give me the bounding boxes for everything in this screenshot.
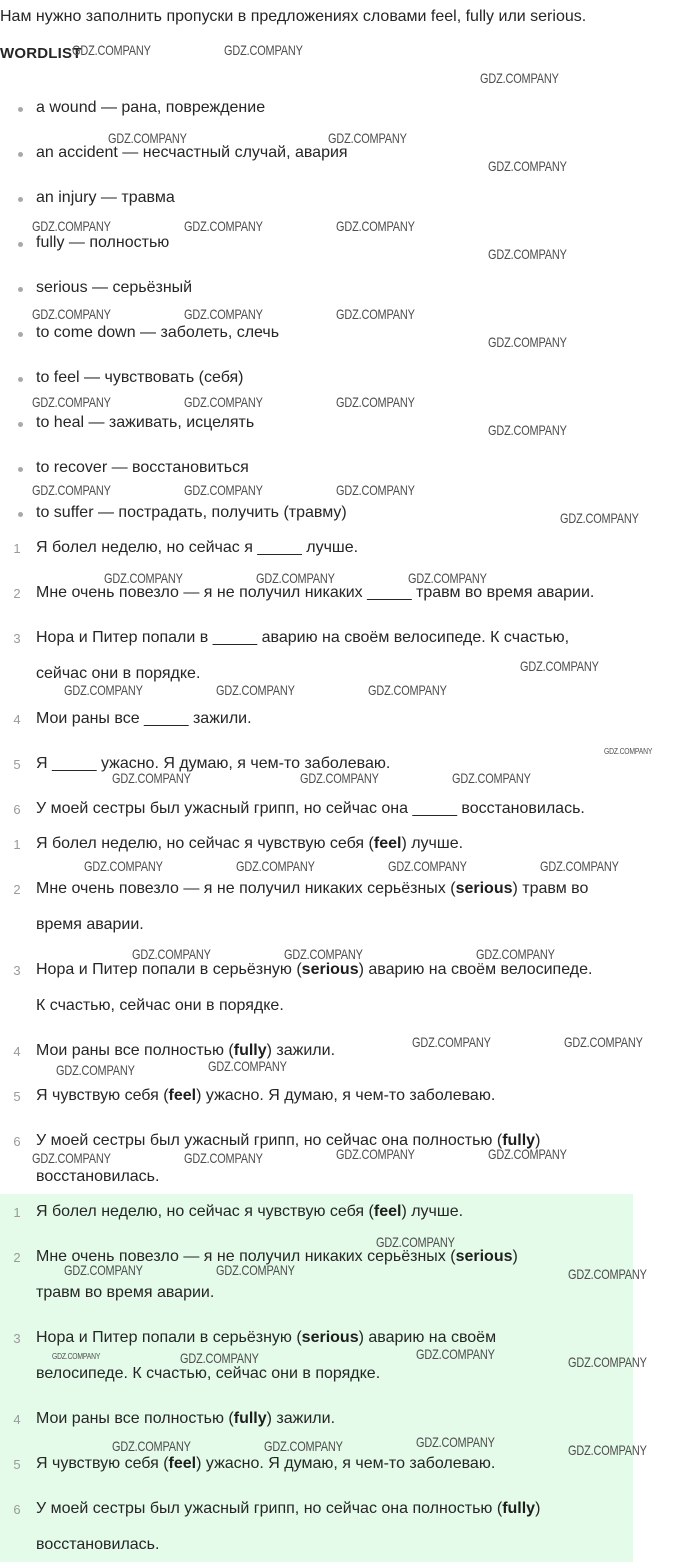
watermark: GDZ.COMPANY bbox=[64, 1262, 143, 1278]
item-number: 1 bbox=[13, 541, 21, 556]
watermark: GDZ.COMPANY bbox=[336, 394, 415, 410]
bullet-icon bbox=[18, 242, 23, 247]
item-number: 6 bbox=[13, 1502, 21, 1517]
item-number: 3 bbox=[13, 631, 21, 646]
item-number: 2 bbox=[13, 586, 21, 601]
answer-sentence: У моей сестры был ужасный грипп, но сейчас она полностью (fully) bbox=[36, 1132, 541, 1149]
answer-sentence: Мои раны все полностью (fully) зажили. bbox=[36, 1042, 336, 1059]
watermark: GDZ.COMPANY bbox=[216, 1262, 295, 1278]
watermark: GDZ.COMPANY bbox=[32, 482, 111, 498]
watermark: GDZ.COMPANY bbox=[108, 130, 187, 146]
answer-word: serious bbox=[455, 1248, 513, 1265]
watermark: GDZ.COMPANY bbox=[184, 218, 263, 234]
wordlist-item: an injury — травма bbox=[36, 189, 175, 206]
item-number: 4 bbox=[13, 712, 21, 727]
watermark: GDZ.COMPANY bbox=[256, 570, 335, 586]
watermark: GDZ.COMPANY bbox=[412, 1034, 491, 1050]
item-number: 1 bbox=[13, 1205, 21, 1220]
watermark: GDZ.COMPANY bbox=[32, 1150, 111, 1166]
watermark: GDZ.COMPANY bbox=[224, 42, 303, 58]
watermark: GDZ.COMPANY bbox=[236, 858, 315, 874]
watermark: GDZ.COMPANY bbox=[568, 1266, 647, 1282]
item-number: 6 bbox=[13, 1134, 21, 1149]
answer-word: fully bbox=[233, 1042, 267, 1059]
highlighted-sentence-cont: восстановилась. bbox=[36, 1536, 160, 1553]
watermark: GDZ.COMPANY bbox=[568, 1354, 647, 1370]
watermark: GDZ.COMPANY bbox=[520, 658, 599, 674]
watermark: GDZ.COMPANY bbox=[540, 858, 619, 874]
watermark: GDZ.COMPANY bbox=[300, 770, 379, 786]
watermark: GDZ.COMPANY bbox=[184, 1150, 263, 1166]
highlighted-sentence: Мои раны все полностью (fully) зажили. bbox=[36, 1410, 336, 1427]
highlighted-sentence: Я болел неделю, но сейчас я чувствую себя (feel) лучше. bbox=[36, 1203, 464, 1220]
bullet-icon bbox=[18, 197, 23, 202]
watermark: GDZ.COMPANY bbox=[32, 394, 111, 410]
watermark: GDZ.COMPANY bbox=[560, 510, 639, 526]
highlighted-sentence: Нора и Питер попали в серьёзную (serious) аварию на своём bbox=[36, 1329, 497, 1346]
watermark: GDZ.COMPANY bbox=[180, 1350, 259, 1366]
watermark: GDZ.COMPANY bbox=[488, 422, 567, 438]
bullet-icon bbox=[18, 332, 23, 337]
watermark: GDZ.COMPANY bbox=[328, 130, 407, 146]
item-number: 5 bbox=[13, 757, 21, 772]
watermark: GDZ.COMPANY bbox=[32, 218, 111, 234]
exercise-sentence: Я _____ ужасно. Я думаю, я чем-то заболеваю. bbox=[36, 755, 391, 772]
watermark: GDZ.COMPANY bbox=[568, 1442, 647, 1458]
wordlist-item: fully — полностью bbox=[36, 234, 170, 251]
watermark: GDZ.COMPANY bbox=[488, 246, 567, 262]
highlighted-sentence: Я чувствую себя (feel) ужасно. Я думаю, я чем-то заболеваю. bbox=[36, 1455, 496, 1472]
wordlist-item: to heal — заживать, исцелять bbox=[36, 414, 255, 431]
watermark: GDZ.COMPANY bbox=[416, 1346, 495, 1362]
answer-sentence-cont: время аварии. bbox=[36, 916, 144, 933]
watermark: GDZ.COMPANY bbox=[208, 1058, 287, 1074]
watermark: GDZ.COMPANY bbox=[52, 1352, 101, 1361]
wordlist-item: an accident — несчастный случай, авария bbox=[36, 144, 348, 161]
bullet-icon bbox=[18, 107, 23, 112]
watermark: GDZ.COMPANY bbox=[284, 946, 363, 962]
wordlist-item: to feel — чувствовать (себя) bbox=[36, 369, 244, 386]
highlighted-sentence: У моей сестры был ужасный грипп, но сейчас она полностью (fully) bbox=[36, 1500, 541, 1517]
item-number: 2 bbox=[13, 882, 21, 897]
watermark: GDZ.COMPANY bbox=[408, 570, 487, 586]
answer-word: feel bbox=[168, 1087, 197, 1104]
item-number: 6 bbox=[13, 802, 21, 817]
watermark: GDZ.COMPANY bbox=[388, 858, 467, 874]
bullet-icon bbox=[18, 467, 23, 472]
answer-sentence-cont: К счастью, сейчас они в порядке. bbox=[36, 997, 284, 1014]
exercise-sentence: Нора и Питер попали в _____ аварию на своём велосипеде. К счастью, bbox=[36, 629, 570, 646]
watermark: GDZ.COMPANY bbox=[368, 682, 447, 698]
watermark: GDZ.COMPANY bbox=[604, 747, 653, 756]
wordlist-item: to recover — восстановиться bbox=[36, 459, 249, 476]
watermark: GDZ.COMPANY bbox=[64, 682, 143, 698]
bullet-icon bbox=[18, 377, 23, 382]
exercise-sentence: Мои раны все _____ зажили. bbox=[36, 710, 252, 727]
watermark: GDZ.COMPANY bbox=[104, 570, 183, 586]
watermark: GDZ.COMPANY bbox=[416, 1434, 495, 1450]
watermark: GDZ.COMPANY bbox=[452, 770, 531, 786]
watermark: GDZ.COMPANY bbox=[56, 1062, 135, 1078]
highlighted-sentence: Мне очень повезло — я не получил никаких серьёзных (serious) bbox=[36, 1248, 518, 1265]
watermark: GDZ.COMPANY bbox=[264, 1438, 343, 1454]
watermark: GDZ.COMPANY bbox=[480, 70, 559, 86]
exercise-sentence: Я болел неделю, но сейчас я _____ лучше. bbox=[36, 539, 359, 556]
bullet-icon bbox=[18, 152, 23, 157]
item-number: 3 bbox=[13, 1331, 21, 1346]
watermark: GDZ.COMPANY bbox=[184, 482, 263, 498]
watermark: GDZ.COMPANY bbox=[476, 946, 555, 962]
answer-word: feel bbox=[168, 1455, 197, 1472]
watermark: GDZ.COMPANY bbox=[488, 1146, 567, 1162]
watermark: GDZ.COMPANY bbox=[488, 158, 567, 174]
answer-word: serious bbox=[301, 961, 359, 978]
bullet-icon bbox=[18, 287, 23, 292]
highlighted-sentence-cont: травм во время аварии. bbox=[36, 1284, 215, 1301]
watermark: GDZ.COMPANY bbox=[336, 1146, 415, 1162]
intro-text: Нам нужно заполнить пропуски в предложениях словами feel, fully или serious. bbox=[0, 8, 587, 25]
item-number: 5 bbox=[13, 1457, 21, 1472]
item-number: 4 bbox=[13, 1044, 21, 1059]
answer-word: fully bbox=[502, 1132, 536, 1149]
item-number: 3 bbox=[13, 963, 21, 978]
highlighted-sentence-cont: велосипеде. К счастью, сейчас они в порядке. bbox=[36, 1365, 381, 1382]
watermark: GDZ.COMPANY bbox=[84, 858, 163, 874]
watermark: GDZ.COMPANY bbox=[336, 218, 415, 234]
watermark: GDZ.COMPANY bbox=[488, 334, 567, 350]
bullet-icon bbox=[18, 512, 23, 517]
answer-sentence: Мне очень повезло — я не получил никаких серьёзных (serious) травм во bbox=[36, 880, 589, 897]
answer-word: feel bbox=[373, 1203, 402, 1220]
answer-word: fully bbox=[233, 1410, 267, 1427]
answer-word: fully bbox=[502, 1500, 536, 1517]
item-number: 4 bbox=[13, 1412, 21, 1427]
wordlist-item: to suffer — пострадать, получить (травму) bbox=[36, 504, 347, 521]
item-number: 2 bbox=[13, 1250, 21, 1265]
watermark: GDZ.COMPANY bbox=[336, 306, 415, 322]
answer-sentence-cont: восстановилась. bbox=[36, 1168, 160, 1185]
exercise-sentence: Мне очень повезло — я не получил никаких _____ травм во время аварии. bbox=[36, 584, 595, 601]
answer-sentence: Я болел неделю, но сейчас я чувствую себя (feel) лучше. bbox=[36, 835, 464, 852]
watermark: GDZ.COMPANY bbox=[112, 770, 191, 786]
exercise-sentence-cont: сейчас они в порядке. bbox=[36, 665, 201, 682]
watermark: GDZ.COMPANY bbox=[376, 1234, 455, 1250]
wordlist-item: to come down — заболеть, слечь bbox=[36, 324, 280, 341]
watermark: GDZ.COMPANY bbox=[184, 306, 263, 322]
item-number: 1 bbox=[13, 837, 21, 852]
answer-word: feel bbox=[373, 835, 402, 852]
watermark: GDZ.COMPANY bbox=[32, 306, 111, 322]
watermark: GDZ.COMPANY bbox=[184, 394, 263, 410]
answer-sentence: Нора и Питер попали в серьёзную (serious) аварию на своём велосипеде. bbox=[36, 961, 593, 978]
wordlist-heading: WORDLIST bbox=[0, 45, 82, 62]
item-number: 5 bbox=[13, 1089, 21, 1104]
watermark: GDZ.COMPANY bbox=[72, 42, 151, 58]
wordlist-item: serious — серьёзный bbox=[36, 279, 193, 296]
watermark: GDZ.COMPANY bbox=[112, 1438, 191, 1454]
wordlist-item: a wound — рана, повреждение bbox=[36, 99, 266, 116]
bullet-icon bbox=[18, 422, 23, 427]
watermark: GDZ.COMPANY bbox=[336, 482, 415, 498]
answer-word: serious bbox=[455, 880, 513, 897]
watermark: GDZ.COMPANY bbox=[132, 946, 211, 962]
exercise-sentence: У моей сестры был ужасный грипп, но сейчас она _____ восстановилась. bbox=[36, 800, 585, 817]
watermark: GDZ.COMPANY bbox=[564, 1034, 643, 1050]
answer-word: serious bbox=[301, 1329, 359, 1346]
answer-sentence: Я чувствую себя (feel) ужасно. Я думаю, я чем-то заболеваю. bbox=[36, 1087, 496, 1104]
watermark: GDZ.COMPANY bbox=[216, 682, 295, 698]
